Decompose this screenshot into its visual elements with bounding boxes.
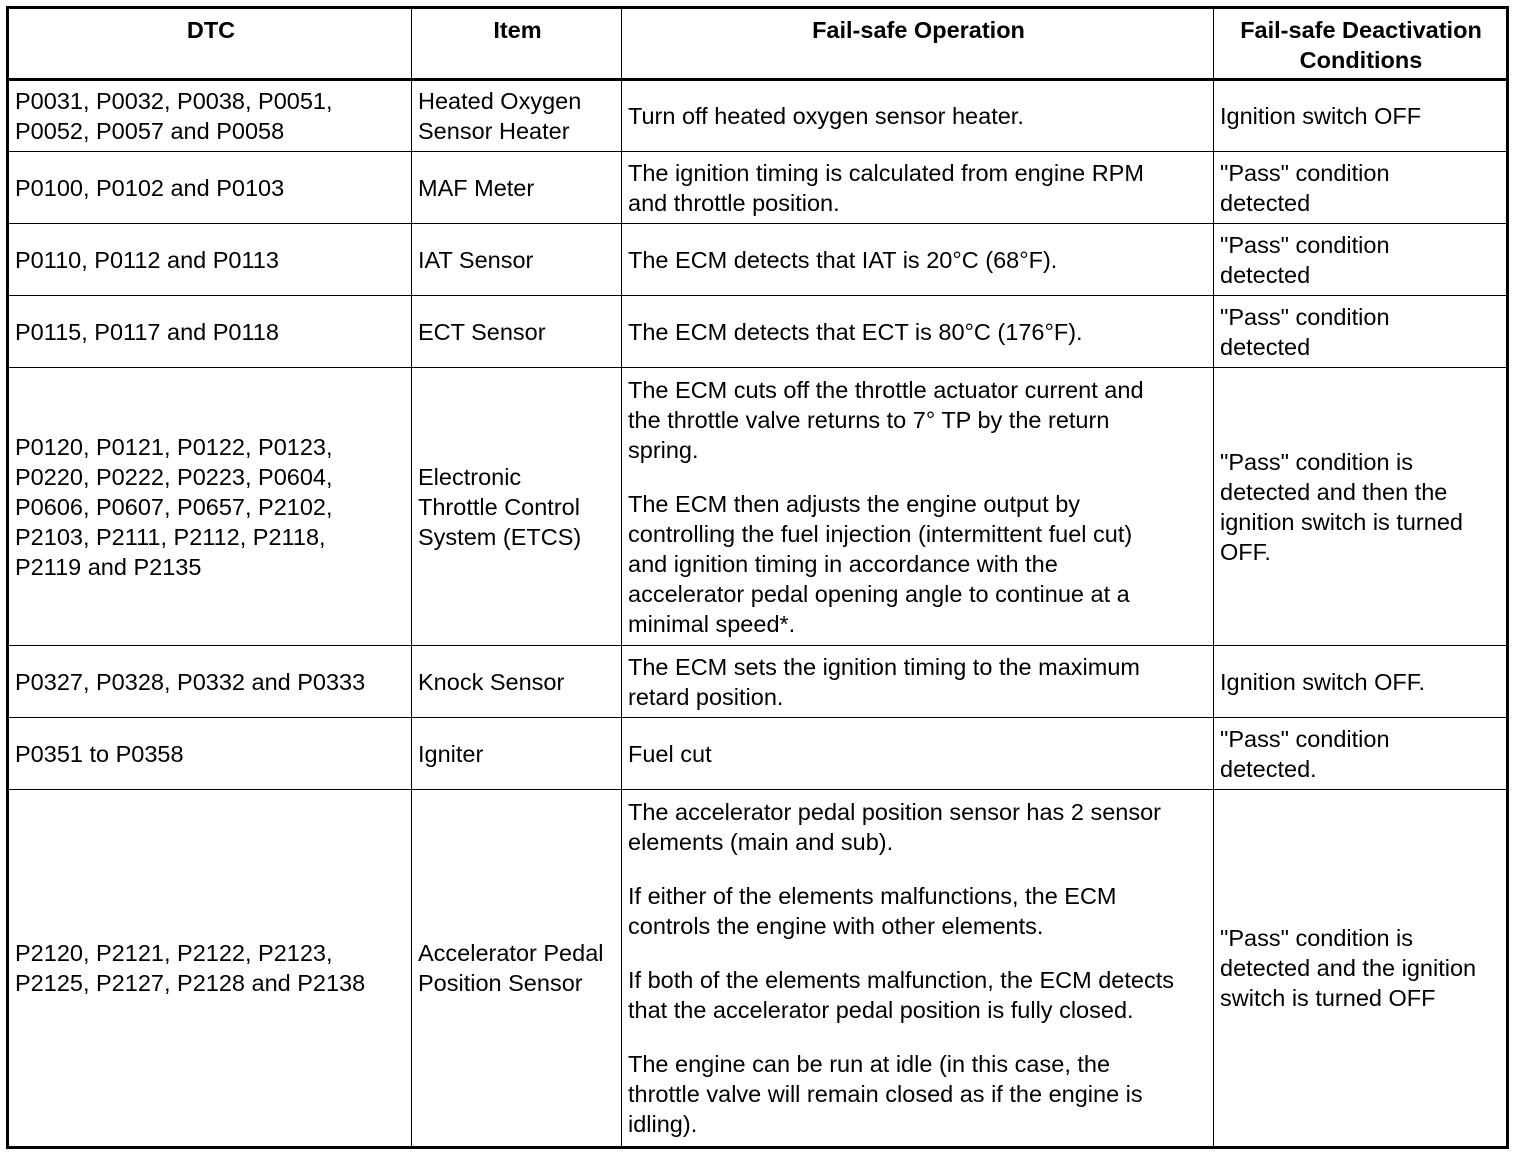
table-row — [8, 296, 1508, 368]
cell-item: IAT Sensor — [412, 224, 622, 296]
cell-item: Igniter — [412, 718, 622, 790]
operation-paragraph: The ignition timing is calculated from engine RPM and throttle position. — [628, 159, 1144, 216]
cell-operation — [622, 646, 1214, 718]
failsafe-table — [6, 6, 1509, 1149]
table-row — [8, 368, 1508, 646]
cell-deactivation: Ignition switch OFF. — [1214, 646, 1508, 718]
operation-paragraph: The ECM detects that IAT is 20°C (68°F). — [628, 246, 1058, 273]
header-dtc: DTC — [8, 8, 412, 80]
header-deactivation: Fail-safe Deactivation Conditions — [1214, 8, 1508, 80]
cell-deactivation: "Pass" condition detected — [1214, 224, 1508, 296]
cell-operation — [622, 224, 1214, 296]
cell-item: Knock Sensor — [412, 646, 622, 718]
cell-dtc: P0351 to P0358 — [8, 718, 412, 790]
cell-item: Electronic Throttle Control System (ETCS) — [412, 368, 622, 646]
cell-dtc: P0110, P0112 and P0113 — [8, 224, 412, 296]
operation-paragraph: If both of the elements malfunction, the ECM detects that the accelerator pedal position is fully closed. — [628, 967, 1175, 1023]
table-row — [8, 718, 1508, 790]
table-row — [8, 224, 1508, 296]
cell-operation — [622, 368, 1214, 646]
cell-deactivation: "Pass" condition is detected and then the ignition switch is turned OFF. — [1214, 368, 1508, 646]
operation-paragraph: The ECM then adjusts the engine output by controlling the fuel injection (intermittent fuel cut) and ignition timing in accordance with the accelerator pedal opening angle to continue at a minimal speed*. — [628, 490, 1133, 637]
cell-dtc: P0327, P0328, P0332 and P0333 — [8, 646, 412, 718]
cell-operation — [622, 152, 1214, 224]
operation-paragraph: Fuel cut — [628, 740, 712, 767]
cell-dtc: P0120, P0121, P0122, P0123, P0220, P0222, P0223, P0604, P0606, P0607, P0657, P2102, P2103, P2111, P2112, P2118, P2119 and P2135 — [8, 368, 412, 646]
cell-dtc: P0115, P0117 and P0118 — [8, 296, 412, 368]
cell-deactivation: "Pass" condition detected. — [1214, 718, 1508, 790]
cell-deactivation: "Pass" condition detected — [1214, 296, 1508, 368]
operation-paragraph: The ECM cuts off the throttle actuator current and the throttle valve returns to 7° TP by the return spring. — [628, 376, 1144, 463]
cell-operation — [622, 718, 1214, 790]
cell-operation — [622, 80, 1214, 152]
header-operation: Fail-safe Operation — [622, 8, 1214, 80]
cell-dtc: P2120, P2121, P2122, P2123, P2125, P2127, P2128 and P2138 — [8, 790, 412, 1148]
cell-dtc: P0100, P0102 and P0103 — [8, 152, 412, 224]
table-row — [8, 646, 1508, 718]
header-row — [8, 8, 1508, 80]
cell-deactivation: "Pass" condition detected — [1214, 152, 1508, 224]
table-row — [8, 152, 1508, 224]
cell-dtc: P0031, P0032, P0038, P0051, P0052, P0057 and P0058 — [8, 80, 412, 152]
table-row — [8, 790, 1508, 1148]
header-item: Item — [412, 8, 622, 80]
cell-deactivation: "Pass" condition is detected and the ignition switch is turned OFF — [1214, 790, 1508, 1148]
cell-operation — [622, 296, 1214, 368]
cell-item: ECT Sensor — [412, 296, 622, 368]
operation-paragraph: The ECM sets the ignition timing to the maximum retard position. — [628, 653, 1140, 710]
operation-paragraph: If either of the elements malfunctions, the ECM controls the engine with other elements. — [628, 883, 1117, 939]
operation-paragraph: Turn off heated oxygen sensor heater. — [628, 103, 1024, 129]
cell-deactivation: Ignition switch OFF — [1214, 80, 1508, 152]
cell-item: Heated Oxygen Sensor Heater — [412, 80, 622, 152]
operation-paragraph: The ECM detects that ECT is 80°C (176°F). — [628, 318, 1083, 345]
table-row — [8, 80, 1508, 152]
cell-item: MAF Meter — [412, 152, 622, 224]
operation-paragraph: The engine can be run at idle (in this case, the throttle valve will remain closed as if the engine is idling). — [628, 1051, 1143, 1137]
operation-paragraph: The accelerator pedal position sensor has 2 sensor elements (main and sub). — [628, 799, 1161, 855]
cell-item: Accelerator Pedal Position Sensor — [412, 790, 622, 1148]
cell-operation — [622, 790, 1214, 1148]
